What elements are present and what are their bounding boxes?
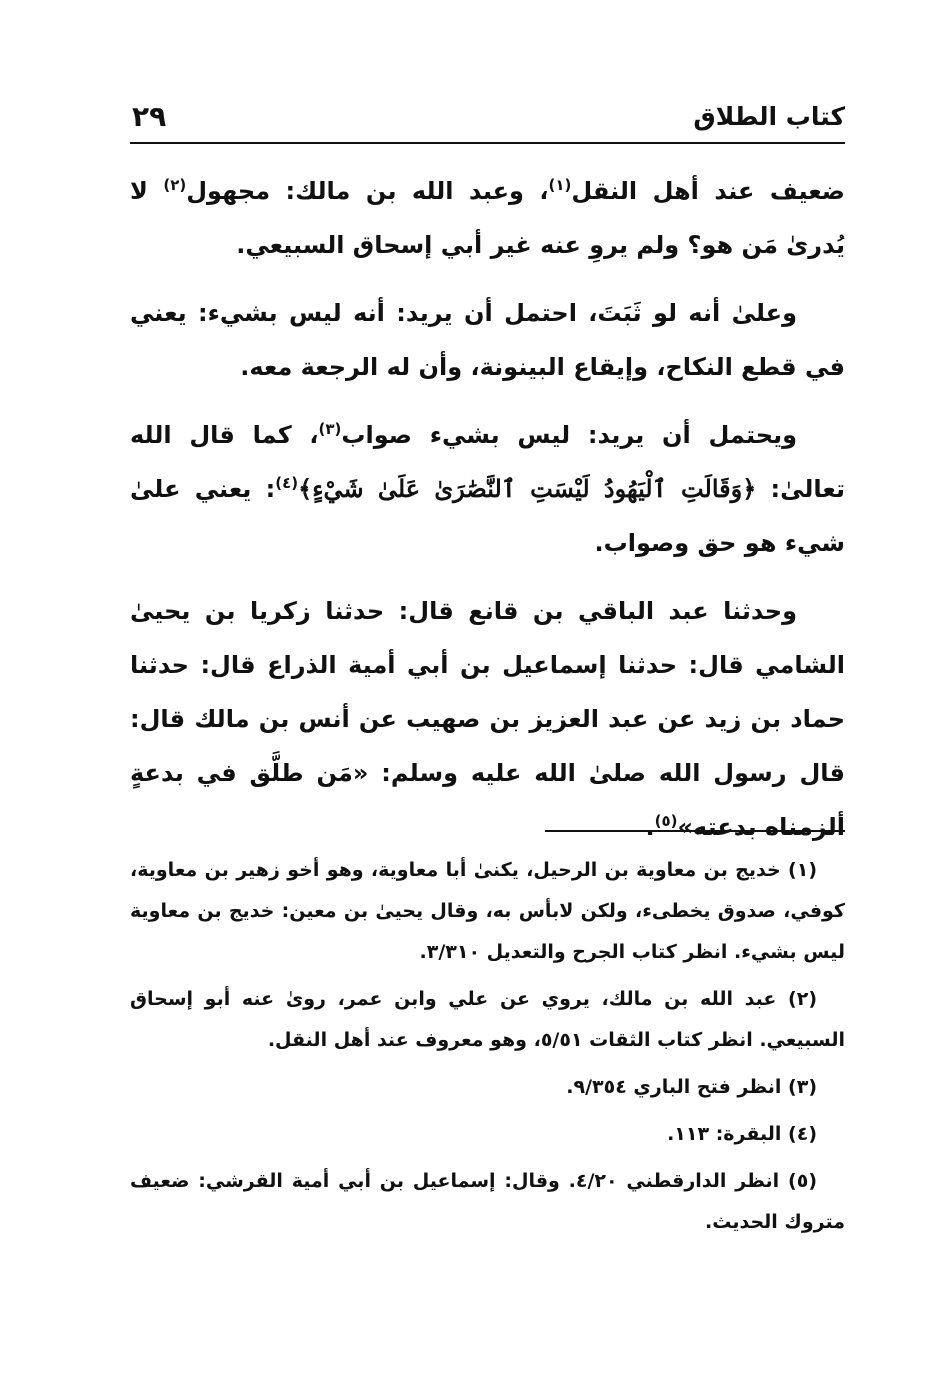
text-run: ويحتمل أن يريد: ليس بشيء صواب bbox=[341, 421, 797, 449]
text-run: وعلىٰ أنه لو ثَبَتَ، احتمل أن يريد: أنه ليس بشيء: يعني في قطع النكاح، وإيقاع البينونة، وأن له الرجعة معه. bbox=[130, 299, 845, 381]
footnote: (١) خديج بن معاوية بن الرحيل، يكنىٰ أبا معاوية، وهو أخو زهير بن معاوية، كوفي، صدوق يخطىء، ولكن لابأس به، وقال يحيىٰ بن معين: خديج بن معاوية ليس بشيء. انظر كتاب الجرح والتعديل ٣/٣١٠. bbox=[130, 859, 845, 963]
footnote-ref: (٥) bbox=[654, 812, 678, 830]
footnote: (٣) انظر فتح الباري ٩/٣٥٤. bbox=[566, 1076, 817, 1098]
footnote-ref: (٢) bbox=[163, 176, 187, 194]
text-run: لا يُدرىٰ مَن هو؟ ولم يروِ عنه غير أبي إسحاق السبيعي. bbox=[130, 177, 845, 259]
book-page bbox=[130, 98, 845, 1233]
page-header bbox=[130, 98, 845, 144]
footnote-ref: (٤) bbox=[275, 474, 299, 492]
running-title: كتاب الطلاق bbox=[693, 102, 845, 131]
footnote: (٥) انظر الدارقطني ٤/٢٠. وقال: إسماعيل بن أبي أمية القرشي: ضعيف متروك الحديث. bbox=[130, 1170, 845, 1233]
main-text bbox=[130, 164, 845, 854]
footnote-separator bbox=[545, 830, 845, 832]
text-run: ، كما قال الله تعالىٰ: bbox=[130, 421, 845, 503]
paragraph bbox=[130, 408, 845, 570]
footnote: (٢) عبد الله بن مالك، يروي عن علي وابن عمر، روىٰ عنه أبو إسحاق السبيعي. انظر كتاب الثقات ٥/٥١، وهو معروف عند أهل النقل. bbox=[130, 988, 845, 1051]
quran-quote: ﴿وَقَالَتِ ٱلْيَهُودُ لَيْسَتِ ٱلنَّصَٰرَىٰ عَلَىٰ شَيْءٍ﴾ bbox=[298, 474, 757, 503]
text-run: : يعني علىٰ شيء هو حق وصواب. bbox=[130, 475, 845, 557]
footnote: (٤) البقرة: ١١٣. bbox=[667, 1123, 817, 1145]
paragraph bbox=[130, 164, 845, 272]
paragraph bbox=[130, 286, 845, 394]
paragraph bbox=[130, 584, 845, 854]
text-run: وحدثنا عبد الباقي بن قانع قال: حدثنا زكريا بن يحيىٰ الشامي قال: حدثنا إسماعيل بن أبي أمية الذراع قال: حدثنا حماد بن زيد عن عبد العزيز بن صهيب عن أنس بن مالك قال: قال رسول الله صلىٰ الله عليه وسلم: «مَن طلَّق في بدعةٍ ألزمناه بدعته» bbox=[130, 597, 845, 841]
text-run: . bbox=[645, 813, 655, 841]
footnote-ref: (٣) bbox=[318, 420, 342, 438]
page-number: ٢٩ bbox=[132, 100, 167, 133]
footnotes bbox=[130, 850, 845, 1249]
footnote-ref: (١) bbox=[548, 176, 572, 194]
text-run: ضعيف عند أهل النقل bbox=[571, 177, 845, 205]
text-run: ، وعبد الله بن مالك: مجهول bbox=[186, 177, 549, 205]
